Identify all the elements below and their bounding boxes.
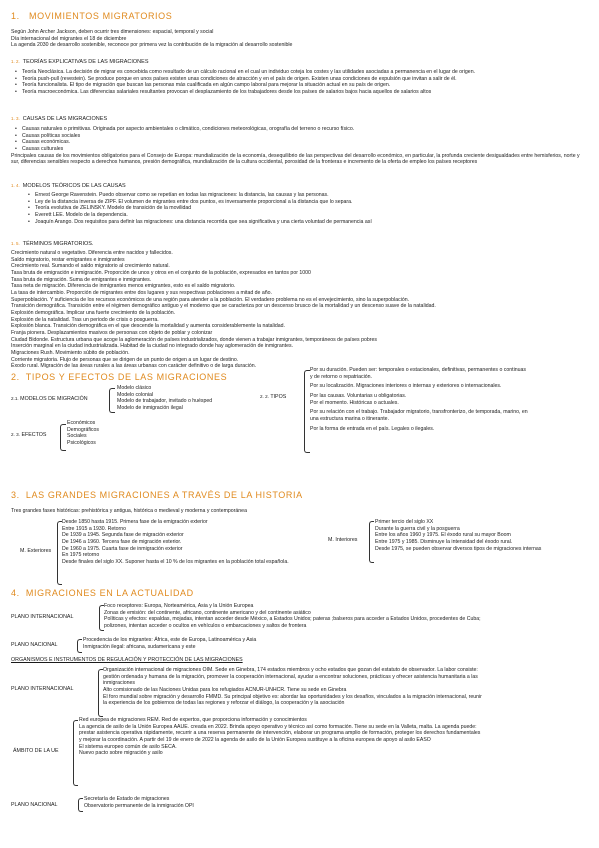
term-line: Saldo migratorio, restar emigrantes e inmigrantes (11, 256, 125, 263)
plano-internacional-2-label: PLANO INTERNACIONAL (11, 686, 74, 692)
list-item: En 1975 retorno (62, 552, 100, 559)
intro-line: La agenda 2030 de desarrollo sostenible, reconoce por primera vez la contribución de la migración al desarrollo sostenible (11, 42, 293, 49)
exteriores-list (62, 519, 289, 566)
tipos-label (260, 394, 286, 401)
list-item: • Teoría push-pull (revestein). Se produce porque en unos países existen unas condiciones de atracción y en el país de origen. Existen unas condiciones de expulsión que invitan a salir de él. (22, 76, 589, 83)
brace (109, 388, 115, 413)
subsection-number: 1. 3. (11, 116, 20, 121)
list-item: La agencia de asilo de la Unión Europea AAUE. creada en 2022. Brinda apoyo operativo y técnico así como formación. Tiene su sede en la Valleta, malta. La agenda puede: (79, 723, 477, 730)
list-item: De 1946 a 1960. Tercera fase de migración exterior. (62, 538, 182, 545)
interiores-list (375, 519, 541, 552)
list-item: Por las causas. Voluntarias u obligatorias. (310, 392, 407, 399)
list-item: Entre los años 1960 y 1975. El éxodo rural su mayor Boom (375, 532, 511, 539)
label-number: 2.1. (11, 396, 19, 401)
list-item: gestión ordenada y humana de la migración, promover la cooperación internacional, ayudar a encontrar soluciones, prácticas y ofrecer asistencia humanitaria a las (103, 673, 478, 680)
list-item: Durante la guerra civil y la posguerra (375, 525, 460, 532)
section-3-number: 3. (11, 490, 20, 500)
label-text: EFECTOS (21, 432, 47, 438)
subsection-title: CAUSAS DE LAS MIGRACIONES (22, 116, 108, 122)
list-item: Alto comisionado de las Naciones Unidas para los refugiados ACNUR-UNHCR. Tiene su sede en Ginebra (103, 686, 347, 693)
list-item: Políticas y efectos: espaldas, mojadas, intentan acceder desde México, a Estados Unidos; pateras ;balseros para acceder a Estados Unidos, procedentes de Cuba; (104, 616, 481, 623)
organismos-title: ORGANISMOS E INSTRUMENTOS DE REGULACIÓN Y PROTECCIÓN DE LAS MIGRACIONES (11, 657, 243, 663)
label-text: MODELOS DE MIGRACIÓN (20, 396, 88, 402)
modelos-migracion-label (11, 396, 88, 403)
ambito-ue-list (79, 717, 480, 757)
list-item: Sociales (67, 433, 87, 440)
term-line: Franja pionera. Desplazamientos masivos de personas con objeto de poblar y colonizar (11, 329, 213, 336)
subsection-1-4-heading (11, 183, 126, 190)
list-item: • Ernest George Ravenstein. Puedo observar como se repetían en todas las migraciones: la distancia, las causas y las personas. (35, 192, 589, 199)
plano-nacional-list (83, 637, 256, 650)
intro-line: Según John Archer Jackson, deben ocurrir tres dimensiones: espacial, temporal y social (11, 29, 214, 35)
list-item: Modelo colonial (117, 391, 154, 398)
list-item: Red europea de migraciones REM. Red de expertos, que proporciona información y conocimientos (79, 717, 307, 723)
section-2-number: 2. (11, 372, 20, 382)
list-item: • Ley de la distancia inversa de ZIPF. El volumen de migrantes entre dos puntos, es inversamente proporcional a la distancia que lo separa. (35, 199, 589, 206)
causas-list (11, 126, 589, 166)
subsection-number: 1. 5. (11, 241, 20, 246)
subsection-title: MODELOS TEÓRICOS DE LAS CAUSAS (22, 183, 126, 189)
list-item: una estructura marina o itinerante. (310, 415, 390, 422)
term-line: Transición demográfica. Transición entre el régimen demográfico antiguo y el moderno que se caracteriza por un descenso brusco de la mortalidad y un descenso suave de la natalidad. (11, 303, 436, 310)
list-item: Entre 1975 y 1985. Disminuye la intensidad del éxodo rural. (375, 538, 513, 545)
list-item: El sistema europeo común de asilo SECA. (79, 743, 177, 750)
list-item: la experiencia de los gobiernos de todas las regiones y reforzar el diálogo, la cooperación y la asociación (103, 700, 345, 707)
list-item: Modelo clásico (117, 385, 152, 391)
modelos-list (24, 192, 589, 225)
term-line: Corriente migratoria. Flujo de personas que se dirigen de un punto de origen a un lugar de destino. (11, 356, 239, 363)
tipos-list (310, 367, 528, 432)
term-line: Crecimiento real. Sumando el saldo migratorio al crecimiento natural. (11, 263, 170, 270)
brace (369, 521, 374, 563)
plano-nacional-2-label: PLANO NACIONAL (11, 802, 58, 808)
list-item: • Teoría evolutiva de ZELINSKY. Modelo de transición de la movilidad (35, 205, 589, 212)
subsection-number: 1. 2. (11, 59, 20, 64)
list-item: Por la forma de entrada en el país. Legales o ilegales. (310, 425, 435, 432)
brace (60, 424, 66, 451)
list-item: Modelo de trabajador, invitado o huésped (117, 398, 213, 405)
brace (78, 798, 83, 812)
term-line: Migraciones Rush. Movimiento súbito de población. (11, 349, 130, 356)
section-4-heading (11, 588, 194, 599)
term-line: Explosión blanca. Transición demográfica en el que descende la mortalidad y aumenta considerablemente la natalidad. (11, 323, 285, 330)
term-line: La tasa de intercambio. Proporción de migrantes entre dos lugares y sus respectivas poblaciones a mitad de año. (11, 289, 272, 296)
list-item: Primer tercio del siglo XX (375, 519, 434, 525)
list-item: • Teoría Neoclásica. La decisión de migrar es concebida como resultado de un cálculo racional en el cual un individuo coteja los costes y las utilidades asociadas a permanencia en el lugar de origen. (22, 69, 589, 76)
term-line: Éxodo rural. Migración de las áreas rurales a las áreas urbanas con carácter definitivo o de larga duración. (11, 363, 257, 370)
subsection-1-5-heading (11, 241, 93, 248)
list-item: • Teoría funcionalista. El tipo de migración que buscan las personas más cualificada en algún campo laboral para mejorar la situación actual en su país de origen. (22, 82, 589, 89)
efectos-list (67, 420, 99, 447)
section-2-title: TIPOS Y EFECTOS DE LAS MIGRACIONES (25, 372, 228, 382)
list-item: • Joaquín Arango. Dos requisitos para definir las migraciones: una distancia recorrida que sea significativa y una cierta voluntad de permanencia así (35, 219, 589, 226)
list-item: polizones, intentan acceder o ocultos en vehículos o embarcaciones y saltos de frontera (104, 622, 307, 629)
list-item: Por el momento. Históricas o actuales. (310, 399, 399, 406)
section-1-title: MOVIMIENTOS MIGRATORIOS (29, 11, 173, 21)
list-item: Desde 1850 hasta 1915. Primera fase de la emigración exterior (62, 519, 208, 525)
exteriores-label: M. Exteriores (20, 548, 52, 554)
list-item: Económicos (67, 420, 96, 426)
section-4-title: MIGRACIONES EN LA ACTUALIDAD (25, 588, 194, 598)
term-line: Superpoblación. Y suficiencia de los recursos económicos de una región para atender a la población. El verdadero problema no es el envejecimiento, sino la superpoblación. (11, 296, 410, 303)
term-line: Tasa neta de migración. Diferencia de inmigrantes menos emigrantes, esto es el saldo migratorio. (11, 283, 236, 290)
intro-line: Día internacional del migrantes el 18 de diciembre (11, 35, 127, 42)
list-item: inmigraciones (103, 680, 136, 687)
list-item: Zonas de emisión: del continente, africano, continente americano y del continente asiático (104, 609, 311, 616)
section-2-heading (11, 372, 227, 383)
list-item: Demográficos (67, 426, 100, 433)
efectos-label (11, 432, 46, 439)
list-item: Por su relación con el trabajo. Trabajador migratorio, transfronterizo, de temporada, marino, en (310, 409, 528, 416)
list-item: Inmigración ilegal: africana, sudamericana y este (83, 643, 196, 650)
list-item: Organización internacional de migraciones OIM. Sede en Ginebra, 174 estados miembros y ocho estados que gozan del estatuto de observador. La labor consiste: (103, 667, 478, 673)
list-item: Por su duración. Pueden ser: temporales o estacionales, definitivas, permanentes o continuas (310, 367, 526, 373)
section-1-number: 1. (11, 11, 20, 21)
list-item: El foro mundial sobre migración y desarrollo FMMD. Su principal objetivo es: abordar las oportunidades y los desafíos, vinculados a la migración internacional, reunir (103, 693, 482, 700)
list-item: y mejorar la coordinación. A partir del 19 de enero de 2022 la agenda de asilo de la Unión Europea sustituye a la oficina europea de apoyo al asilo EASO (79, 736, 431, 743)
label-text: TIPOS (270, 394, 287, 400)
term-line: Tasa bruta de emigración e inmigración. Proporción de unos y otros en el conjunto de la población, expresados en tantos por 1000 (11, 269, 311, 276)
term-line: Crecimiento natural o vegetativo. Diferencia entre nacidos y fallecidos. (11, 250, 173, 256)
list-item: y de retorno o repatriación. (310, 373, 372, 380)
plano-internacional-list (104, 603, 481, 630)
list-item: Secretaría de Estado de migraciones (84, 796, 170, 802)
organismos-nacional-list (84, 796, 194, 809)
brace (73, 720, 78, 786)
subsection-1-3-heading (11, 116, 107, 123)
brace (77, 639, 82, 653)
list-item: • Causas culturales (22, 146, 589, 153)
interiores-label: M. Interiores (328, 537, 358, 543)
list-item: prestar asistencia operativa rápidamente, recurrir a una reserva permanente de intervención, elaborar un programa amplio de formación, proteger los derechos fundamentales (79, 730, 481, 737)
term-line: Ciudad Bidonde. Estructura urbana que acoge la aglomeración de países industrializados, donde vienen a trabajar inmigrantes, temporáneos de países pobres (11, 336, 377, 343)
list-item: Foco receptores: Europa, Norteamérica, Asia y la Unión Europea (104, 603, 254, 609)
causas-paragraph: Principales causas de los movimientos obligatorios para el Consejo de Europa: mundialización de la economía, desequilibrio de las perspectivas del desarrollo económico, en particular, la profunda creciente desigualdades entre hemisferios, norte y sur, diferencias sensibles respecto a derechos humanos, presión demográfica, mundialización de la cultura occidental, porosidad de la fronteras e incremento de la oferta de empleo los países receptores (11, 152, 580, 166)
list-item: Psicológicos (67, 439, 96, 446)
label-number: 2. 3. (11, 432, 20, 437)
term-line: Explosión demográfica. Implicar una fuerte crecimiento de la población. (11, 309, 176, 316)
list-item: • Teoría macroeconómica. Las diferencias salariales resultantes provocan el desplazamiento de los trabajadores desde los países de salarios bajos hacia aquellos de salarios altos (22, 89, 589, 96)
teorias-list (11, 69, 589, 96)
terminos-list (11, 250, 591, 370)
list-item: Procedencia de los migrantes: África, este de Europa, Latinoamérica y Asia (83, 637, 257, 643)
subsection-number: 1. 4. (11, 183, 20, 188)
label-number: 2. 2. (260, 394, 269, 399)
ambito-ue-label: ÁMBITO DE LA UE (13, 748, 59, 754)
list-item: Por su localización. Migraciones interiores o internas y exteriores o internacionales. (310, 383, 502, 390)
list-item: • Causas políticas sociales (22, 133, 589, 140)
section-1-intro (11, 29, 591, 49)
section-1-heading (11, 11, 172, 22)
section-4-number: 4. (11, 588, 20, 598)
list-item: De 1960 a 1975. Cuarta fase de inmigración exterior (62, 545, 183, 552)
organismos-internacional-list (103, 667, 482, 707)
list-item: • Everett LEE. Modelo de la dependencia. (35, 212, 589, 219)
modelos-migracion-list (117, 385, 212, 412)
list-item: • Causas naturales o primitivas. Originada por aspecto ambientales o climático, condiciones meteorológicas, orografía del terreno o recurso físico. (22, 126, 589, 133)
subsection-1-2-heading (11, 59, 148, 66)
plano-nacional-label: PLANO NACIONAL (11, 642, 58, 648)
list-item: • Causas económicas. (22, 139, 589, 146)
list-item: Desde 1975, se pueden observar diversos tipos de migraciones internas (375, 545, 542, 552)
term-line: Inserción marginal en la ciudad industrializada. Habitad de la ciudad no integrado donde hay aglomeración de inmigrantes. (11, 343, 294, 350)
subsection-title: TÉRMINOS MIGRATORIOS. (22, 241, 94, 247)
list-item: Modelo de inmigración ilegal (117, 404, 183, 411)
plano-internacional-label: PLANO INTERNACIONAL (11, 614, 74, 620)
list-item: Observatorio permanente de la inmigración OPI (84, 802, 194, 809)
list-item: De 1939 a 1945. Segunda fase de migración exterior (62, 532, 184, 539)
list-item: Desde finales del siglo XX. Suponer hasta el 10 % de los migrantes en la población total española. (62, 558, 289, 565)
term-line: Explosión de la natalidad. Tras un periodo de crisis o posguerra. (11, 316, 159, 323)
list-item: Entre 1915 a 1930. Retorno (62, 525, 127, 532)
section-3-intro: Tres grandes fases históricas: prehistórica y antigua, histórica o medieval y moderna y contemporánea (11, 508, 247, 514)
section-3-heading (11, 490, 303, 501)
term-line: Tasa bruta de migración. Suma de emigrantes e inmigrantes. (11, 276, 152, 283)
subsection-title: TEORÍAS EXPLICATIVAS DE LAS MIGRACIONES (22, 59, 149, 65)
list-item: Nuevo pacto sobre migración y asilo (79, 750, 163, 757)
section-3-title: LAS GRANDES MIGRACIONES A TRAVÉS DE LA HISTORIA (25, 490, 303, 500)
